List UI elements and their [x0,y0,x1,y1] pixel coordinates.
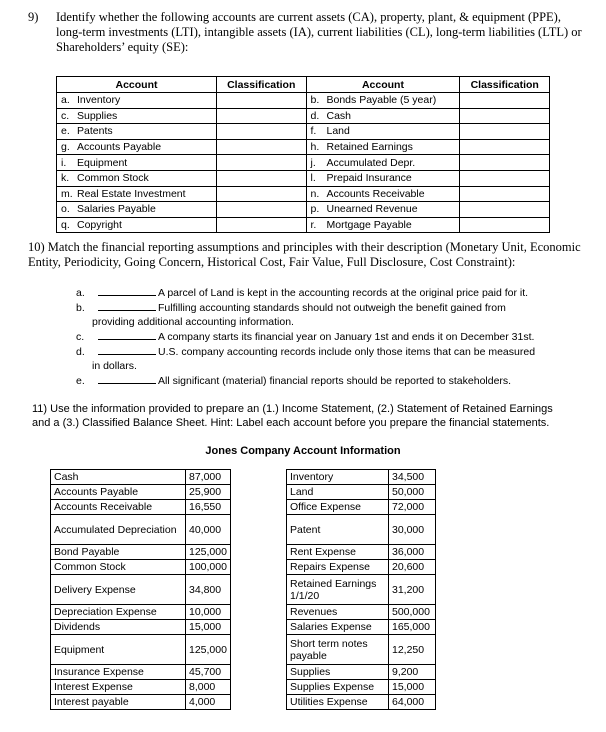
account-row [287,635,436,665]
account-row [51,485,231,500]
classification-row [57,139,550,155]
col-classification-2: Classification [460,77,550,93]
account-row [287,515,436,545]
account-name: Land [326,125,350,138]
account-row [287,680,436,695]
account-name: Dividends [51,620,186,635]
answer-blank[interactable] [98,301,156,311]
col-account-2: Account [306,77,460,93]
account-value: 15,000 [186,620,231,635]
account-name: Interest Expense [51,680,186,695]
account-letter: m. [61,187,73,200]
account-value: 16,550 [186,500,231,515]
account-name: Revenues [287,605,389,620]
account-value: 8,000 [186,680,231,695]
item-letter: d. [76,346,85,358]
account-value: 40,000 [186,515,231,545]
q10-item-b-cont [92,315,294,329]
account-row [51,500,231,515]
question-10-number: 10) [28,240,45,254]
classification-row [57,186,550,202]
account-row [287,500,436,515]
account-letter: a. [61,94,70,107]
account-name: Accounts Receivable [51,500,186,515]
account-name: Prepaid Insurance [326,172,412,185]
account-value: 30,000 [389,515,436,545]
account-cell [57,202,217,218]
col-account-1: Account [57,77,217,93]
account-name: Equipment [77,156,128,169]
question-9 [28,10,588,55]
classification-answer-cell[interactable] [216,155,306,171]
account-value: 15,000 [389,680,436,695]
account-name: Retained Earnings [326,141,413,154]
account-name: Supplies [287,665,389,680]
account-name: Cash [326,109,352,122]
account-value: 36,000 [389,545,436,560]
account-table-right [286,469,436,710]
account-row [51,605,231,620]
question-9-number: 9) [28,10,39,24]
classification-row [57,108,550,124]
account-name: Office Expense [287,500,389,515]
item-letter: a. [76,287,85,299]
account-name: Equipment [51,635,186,665]
item-letter: c. [76,331,85,343]
classification-table [56,76,550,233]
account-cell [306,186,460,202]
account-row [287,560,436,575]
item-text: Fulfilling accounting standards should not outweigh the benefit gained from [158,302,506,314]
classification-row [57,124,550,140]
account-value: 20,600 [389,560,436,575]
account-cell [57,93,217,109]
account-row [51,470,231,485]
item-text: A company starts its financial year on January 1st and ends it on December 31st. [158,331,535,343]
account-table-left [50,469,231,710]
account-name: Insurance Expense [51,665,186,680]
account-cell [57,108,217,124]
account-cell [306,202,460,218]
account-name: Cash [51,470,186,485]
item-text: A parcel of Land is kept in the accounting records at the original price paid for it. [158,287,529,299]
account-cell [306,170,460,186]
classification-answer-cell[interactable] [460,170,550,186]
q10-item-d [76,345,535,359]
question-10 [28,240,588,269]
account-cell [306,108,460,124]
classification-answer-cell[interactable] [216,93,306,109]
account-letter: k. [61,172,70,185]
col-classification-1: Classification [216,77,306,93]
question-10-text: Match the financial reporting assumptions and principles with their description (Monetary Unit, Economic Entity, Periodicity, Going Concern, Historical Cost, Fair Value, Full Disclosure, Cost Constraint): [28,240,581,269]
account-value: 100,000 [186,560,231,575]
account-row [51,680,231,695]
account-name: Mortgage Payable [326,219,412,232]
account-letter: j. [310,156,316,169]
classification-answer-cell[interactable] [216,139,306,155]
account-cell [306,155,460,171]
account-row [287,620,436,635]
account-cell [306,139,460,155]
account-value: 87,000 [186,470,231,485]
account-value: 165,000 [389,620,436,635]
account-name: Inventory [77,94,121,107]
account-letter: i. [61,156,67,169]
account-name: Land [287,485,389,500]
classification-answer-cell[interactable] [460,186,550,202]
account-name: Common Stock [77,172,149,185]
answer-blank[interactable] [98,330,156,340]
classification-row [57,202,550,218]
account-name: Copyright [77,219,122,232]
account-name: Repairs Expense [287,560,389,575]
classification-answer-cell[interactable] [216,186,306,202]
account-row [51,575,231,605]
account-row [51,620,231,635]
classification-answer-cell[interactable] [216,202,306,218]
account-row [287,470,436,485]
account-cell [57,217,217,233]
account-letter: h. [310,141,320,154]
account-letter: q. [61,219,70,232]
q10-item-e [76,374,511,388]
classification-answer-cell[interactable] [216,124,306,140]
account-value: 25,900 [186,485,231,500]
account-letter: c. [61,109,70,122]
account-value: 12,250 [389,635,436,665]
account-cell [306,217,460,233]
account-name: Accumulated Depreciation [51,515,186,545]
account-name: Rent Expense [287,545,389,560]
account-name: Utilities Expense [287,695,389,710]
account-name: Real Estate Investment [77,187,186,200]
account-name: Accounts Receivable [326,187,425,200]
account-name: Patent [287,515,389,545]
classification-answer-cell[interactable] [460,217,550,233]
account-name: Common Stock [51,560,186,575]
account-value: 34,500 [389,470,436,485]
account-letter: d. [310,109,320,122]
account-name: Accumulated Depr. [326,156,416,169]
classification-row [57,217,550,233]
account-name: Patents [77,125,113,138]
classification-row [57,93,550,109]
account-row [287,545,436,560]
account-name: Accounts Payable [77,141,162,154]
account-name: Delivery Expense [51,575,186,605]
account-letter: g. [61,141,70,154]
answer-blank[interactable] [98,345,156,355]
q10-item-a [76,286,528,300]
account-value: 125,000 [186,545,231,560]
account-name: Bond Payable [51,545,186,560]
account-row [287,485,436,500]
account-row [51,665,231,680]
account-value: 34,800 [186,575,231,605]
answer-blank[interactable] [98,374,156,384]
account-cell [306,93,460,109]
classification-row [57,170,550,186]
account-row [287,695,436,710]
account-name: Salaries Payable [77,203,156,216]
account-letter: p. [310,203,320,216]
account-name: Inventory [287,470,389,485]
q10-item-c [76,330,534,344]
classification-answer-cell[interactable] [216,217,306,233]
classification-answer-cell[interactable] [460,93,550,109]
q10-item-b [76,301,506,315]
classification-answer-cell[interactable] [460,139,550,155]
account-name: Unearned Revenue [326,203,418,216]
account-letter: l. [310,172,316,185]
account-value: 10,000 [186,605,231,620]
account-value: 72,000 [389,500,436,515]
account-letter: f. [310,125,317,138]
account-value: 9,200 [389,665,436,680]
account-row [51,695,231,710]
classification-row [57,155,550,171]
account-letter: n. [310,187,320,200]
account-name: Accounts Payable [51,485,186,500]
account-name: Bonds Payable (5 year) [326,94,437,107]
classification-answer-cell[interactable] [216,170,306,186]
account-value: 4,000 [186,695,231,710]
item-text: providing additional accounting information. [92,316,294,328]
account-value: 500,000 [389,605,436,620]
account-row [287,605,436,620]
account-row [51,545,231,560]
account-row [51,560,231,575]
classification-answer-cell[interactable] [216,108,306,124]
account-name: Interest payable [51,695,186,710]
classification-answer-cell[interactable] [460,155,550,171]
account-cell [57,170,217,186]
item-text: U.S. company accounting records include only those items that can be measured [158,346,536,358]
account-letter: o. [61,203,70,216]
account-row [51,515,231,545]
classification-answer-cell[interactable] [460,202,550,218]
question-9-text: Identify whether the following accounts are current assets (CA), property, plant, & equipment (PPE), long-term investments (LTI), intangible assets (IA), current liabilities (CL), long-term liabilities (LTL) or Shareholders’ equity (SE): [56,10,582,54]
account-cell [57,186,217,202]
item-text: in dollars. [92,360,137,372]
account-value: 125,000 [186,635,231,665]
account-cell [57,155,217,171]
account-name: Salaries Expense [287,620,389,635]
account-name: Depreciation Expense [51,605,186,620]
classification-header-row [57,77,550,93]
account-table-title: Jones Company Account Information [205,445,401,457]
account-letter: e. [61,125,70,138]
answer-blank[interactable] [98,286,156,296]
item-letter: b. [76,302,85,314]
classification-answer-cell[interactable] [460,124,550,140]
account-row [287,665,436,680]
classification-answer-cell[interactable] [460,108,550,124]
account-name: Short term notes payable [287,635,389,665]
account-value: 64,000 [389,695,436,710]
question-11: 11) Use the information provided to prepare an (1.) Income Statement, (2.) Statement of Retained Earnings and a (3.) Classified Balance Sheet. Hint: Label each account before you prepare the financial statements. [32,403,553,429]
item-letter: e. [76,375,85,387]
account-value: 45,700 [186,665,231,680]
account-cell [57,124,217,140]
account-letter: b. [310,94,320,107]
q10-item-d-cont [92,359,137,373]
account-value: 50,000 [389,485,436,500]
account-letter: r. [310,219,317,232]
account-cell [57,139,217,155]
account-name: Supplies Expense [287,680,389,695]
account-name: Retained Earnings 1/1/20 [287,575,389,605]
account-row [51,635,231,665]
account-row [287,575,436,605]
item-text: All significant (material) financial reports should be reported to stakeholders. [158,375,512,387]
account-value: 31,200 [389,575,436,605]
account-name: Supplies [77,109,118,122]
account-cell [306,124,460,140]
